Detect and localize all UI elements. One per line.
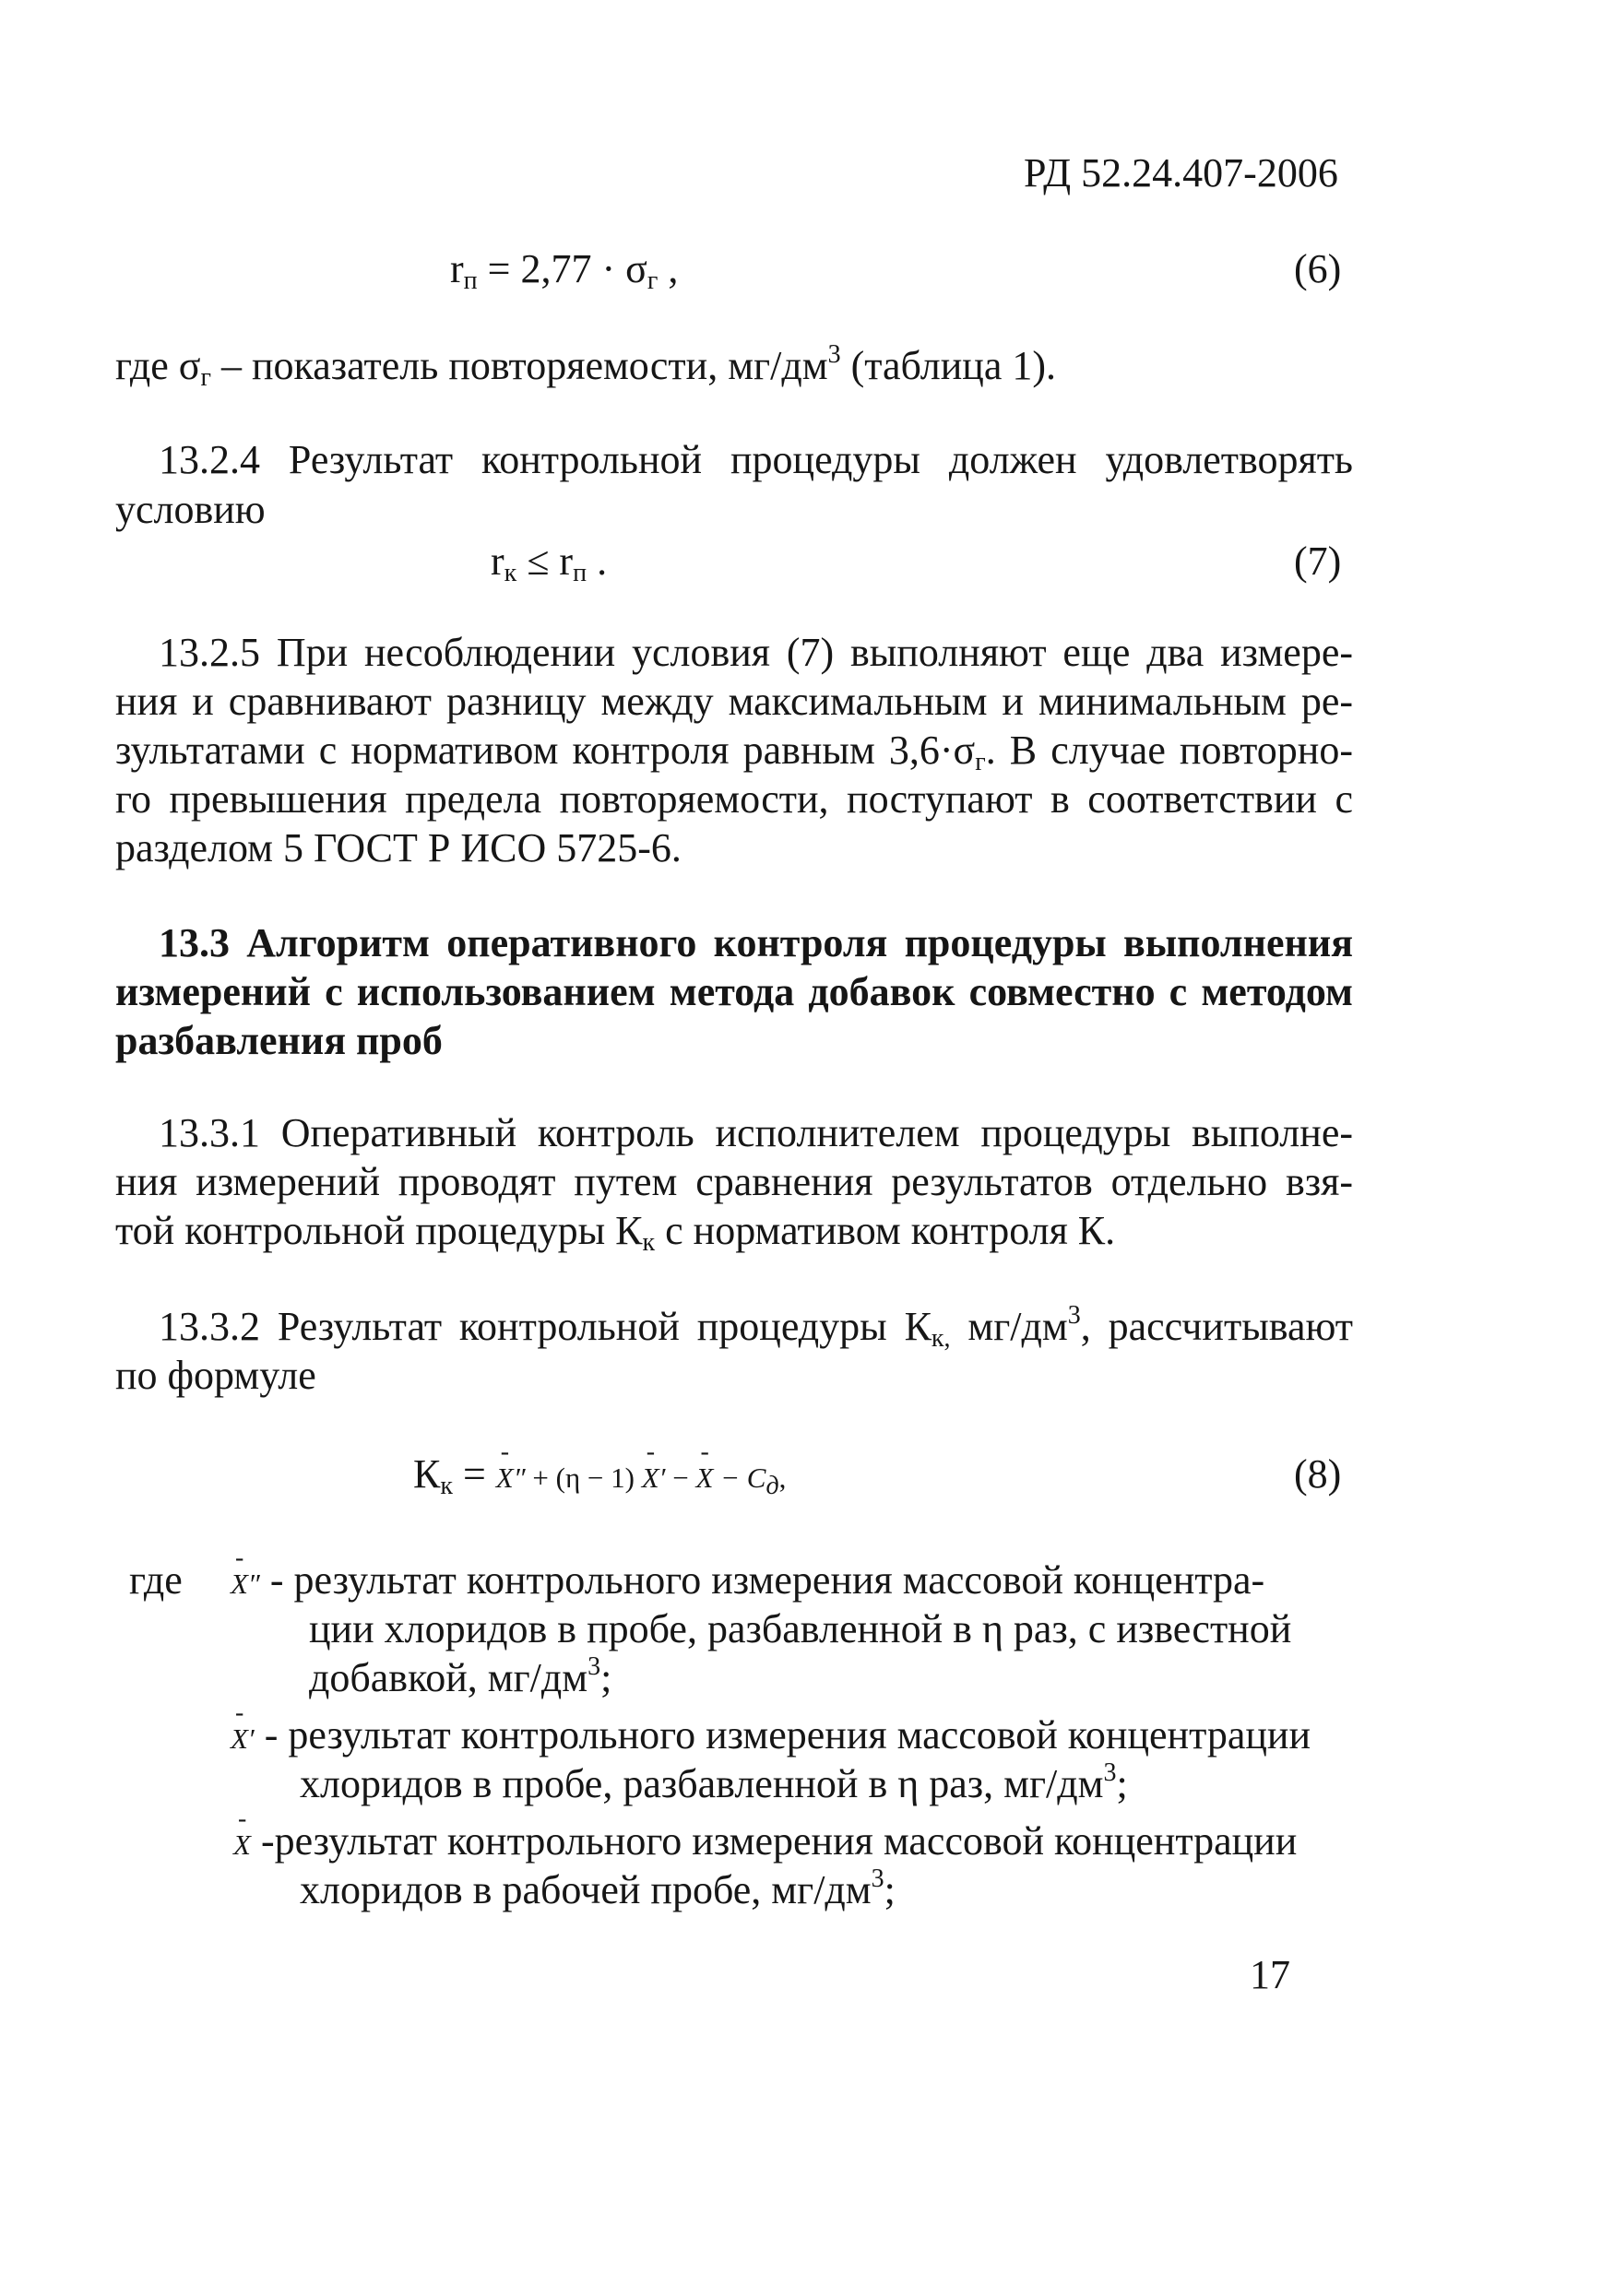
eq6-rhs-sub: г xyxy=(647,266,659,295)
eq8-end: , xyxy=(778,1462,787,1494)
def2-line1 xyxy=(231,1712,1311,1758)
eq7-b-sub: п xyxy=(573,559,587,587)
document-code: РД 52.24.407-2006 xyxy=(1024,150,1338,195)
def2-l2-end: ; xyxy=(1116,1761,1128,1806)
p1325-line1: 13.2.5 При несоблюдении условия (7) выполняют еще два измере- xyxy=(159,630,1353,675)
eq8-x-prime: - X′ xyxy=(642,1463,666,1492)
p1331-l3b: с нормативом контроля К. xyxy=(655,1208,1116,1253)
def3-line1 xyxy=(233,1818,1298,1864)
page-number: 17 xyxy=(1250,1952,1290,1997)
eq8-minus1: − xyxy=(665,1462,696,1494)
eq8-x: - X xyxy=(695,1463,713,1492)
p1325-line2: ния и сравнивают разницу между максимальным и минимальным ре- xyxy=(115,679,1353,724)
where-sigma-c: (таблица 1). xyxy=(840,343,1057,388)
p1325-l3b: . В случае повторно- xyxy=(985,728,1353,773)
eq7-a: r xyxy=(491,538,504,584)
def3-l2-sup: 3 xyxy=(871,1864,884,1893)
def1-line1 xyxy=(231,1557,1265,1603)
def1-line2: ции хлоридов в пробе, разбавленной в η раз, с известной xyxy=(309,1606,1292,1651)
p1331-line3 xyxy=(115,1208,1116,1257)
p1331-l3-sub: к xyxy=(642,1228,656,1257)
eq6-lhs: r xyxy=(450,246,464,291)
p1324-line1: 13.2.4 Результат контрольной процедуры должен удовлетворять xyxy=(159,437,1353,482)
defs-where: где xyxy=(129,1557,183,1603)
p1325-l3a: зультатами с нормативом контроля равным 3,6·σ xyxy=(115,728,976,773)
eq7-op: ≤ r xyxy=(516,538,574,584)
def3-l1: -результат контрольного измерения массовой концентрации xyxy=(250,1818,1298,1864)
where-sigma-b: – показатель повторяемости, мг/дм xyxy=(210,343,828,388)
eq7-a-sub: к xyxy=(504,559,517,587)
def3-l2: хлоридов в рабочей пробе, мг/дм xyxy=(300,1867,872,1912)
def2-l2: хлоридов в пробе, разбавленной в η раз, мг/дм xyxy=(300,1761,1104,1806)
eq6-rhs: = 2,77 · σ xyxy=(477,246,647,291)
p1332-l1-sub: к, xyxy=(931,1324,951,1353)
eq8-lhs: К xyxy=(413,1451,441,1497)
def1-symbol: - X″ xyxy=(231,1569,260,1598)
eq8-x-double-prime: - X″ xyxy=(496,1463,526,1492)
section-heading-13-3-line3: разбавления проб xyxy=(115,1018,443,1063)
def2-l1: - результат контрольного измерения массовой концентрации xyxy=(254,1712,1311,1758)
eq8-eq: = xyxy=(452,1451,496,1497)
where-sigma-sup: 3 xyxy=(827,340,841,369)
def2-l2-sup: 3 xyxy=(1103,1758,1117,1787)
p1324-line2: условию xyxy=(115,487,266,532)
section-heading-13-3-line1: 13.3 Алгоритм оперативного контроля процедуры выполнения xyxy=(159,920,1353,965)
def1-l3-end: ; xyxy=(600,1655,612,1700)
equation-8-number: (8) xyxy=(1294,1451,1342,1497)
eq8-lhs-sub: к xyxy=(440,1472,453,1500)
def2-line2 xyxy=(300,1758,1128,1806)
equation-7-number: (7) xyxy=(1294,538,1342,584)
equation-6 xyxy=(450,246,679,295)
eq8-c-sub: д xyxy=(765,1472,779,1500)
eq7-end: . xyxy=(587,538,608,584)
eq6-end: , xyxy=(658,246,679,291)
p1325-l3-sub: г xyxy=(975,748,986,776)
p1332-line2: по формуле xyxy=(115,1353,316,1398)
def1-l3: добавкой, мг/дм xyxy=(309,1655,588,1700)
p1331-line2: ния измерений проводят путем сравнения результатов отдельно взя- xyxy=(115,1159,1353,1204)
def3-symbol: - X xyxy=(233,1830,251,1859)
def1-l1: - результат контрольного измерения массовой концентра- xyxy=(259,1557,1265,1603)
equation-6-number: (6) xyxy=(1294,246,1342,291)
p1332-l1c: , рассчитывают xyxy=(1080,1304,1353,1349)
p1325-line4: го превышения предела повторяемости, поступают в соответствии с xyxy=(115,776,1353,822)
where-sigma-sub: г xyxy=(200,363,211,392)
def1-l3-sup: 3 xyxy=(587,1652,601,1681)
section-heading-13-3-line2: измерений с использованием метода добавок совместно с методом xyxy=(115,969,1353,1014)
p1331-l3a: той контрольной процедуры К xyxy=(115,1208,643,1253)
p1331-line1: 13.3.1 Оперативный контроль исполнителем процедуры выполне- xyxy=(159,1110,1353,1155)
def3-line2 xyxy=(300,1864,896,1912)
p1325-line5: разделом 5 ГОСТ Р ИСО 5725-6. xyxy=(115,825,682,870)
eq8-minus2: − C xyxy=(713,1462,766,1494)
def2-symbol: - X′ xyxy=(231,1724,255,1753)
p1325-line3 xyxy=(115,728,1353,776)
eq6-lhs-sub: п xyxy=(463,266,478,295)
p1332-l1b: мг/дм xyxy=(950,1304,1068,1349)
def1-line3 xyxy=(309,1652,612,1700)
eq8-term1: + (η − 1) xyxy=(525,1462,642,1494)
p1332-l1a: 13.3.2 Результат контрольной процедуры К xyxy=(159,1304,932,1349)
where-sigma-a: где σ xyxy=(115,343,201,388)
p1332-l1-sup: 3 xyxy=(1067,1301,1081,1330)
def3-l2-end: ; xyxy=(884,1867,896,1912)
where-sigma-line xyxy=(115,340,1057,392)
p1332-line1 xyxy=(159,1301,1353,1353)
equation-8 xyxy=(413,1451,787,1500)
equation-7 xyxy=(491,538,608,587)
